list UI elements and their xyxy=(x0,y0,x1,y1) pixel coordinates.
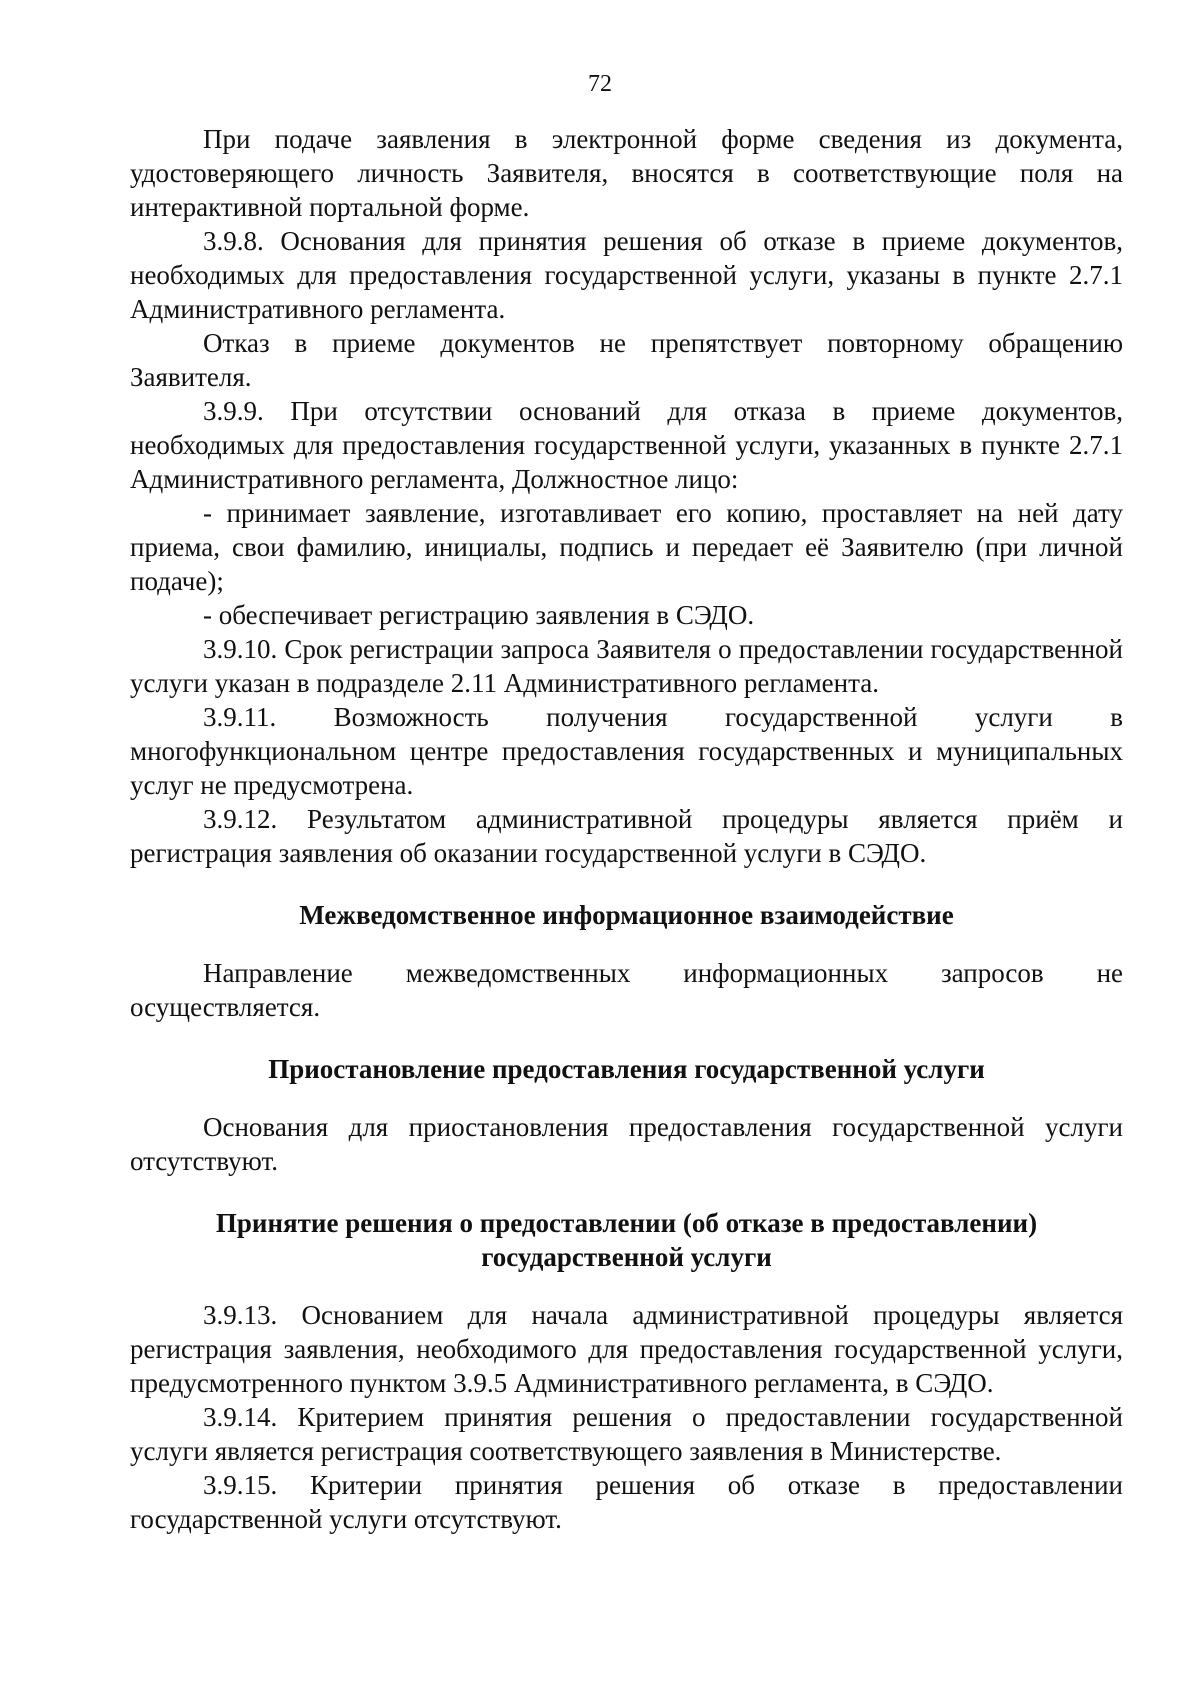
list-item-accepts-application: - принимает заявление, изготавливает его копию, проставляет на ней дату приема, свои фамилию, инициалы, подпись и передает её Заявителю (при личной подаче); xyxy=(130,498,1123,596)
section-heading-suspension: Приостановление предоставления государственной услуги xyxy=(268,1054,985,1084)
paragraph-3-9-11: 3.9.11. Возможность получения государственной услуги в многофункциональном центре предоставления государственных и муниципальных услуг не предусмотрена. xyxy=(130,702,1123,800)
paragraph-3-9-8: 3.9.8. Основания для принятия решения об отказе в приеме документов, необходимых для предоставления государственной услуги, указаны в пункте 2.7.1 Административного регламента. xyxy=(130,226,1123,324)
paragraph-refusal-no-obstacle: Отказ в приеме документов не препятствует повторному обращению Заявителя. xyxy=(130,328,1123,392)
paragraph-interagency-requests: Направление межведомственных информационных запросов не осуществляется. xyxy=(130,958,1123,1022)
section-heading-decision: Принятие решения о предоставлении (об отказе в предоставлении) государственной услуги xyxy=(215,1208,1038,1272)
paragraph-suspension-grounds: Основания для приостановления предоставления государственной услуги отсутствуют. xyxy=(130,1112,1123,1176)
paragraph-3-9-12: 3.9.12. Результатом административной процедуры является приём и регистрация заявления об оказании государственной услуги в СЭДО. xyxy=(130,804,1123,868)
paragraph-3-9-14: 3.9.14. Критерием принятия решения о предоставлении государственной услуги является регистрация соответствующего заявления в Министерстве. xyxy=(130,1402,1123,1466)
paragraph-3-9-9: 3.9.9. При отсутствии оснований для отказа в приеме документов, необходимых для предоставления государственной услуги, указанных в пункте 2.7.1 Административного регламента, Должностное лицо: xyxy=(130,396,1123,494)
paragraph-electronic-form: При подаче заявления в электронной форме сведения из документа, удостоверяющего личность Заявителя, вносятся в соответствующие поля на интерактивной портальной форме. xyxy=(130,124,1123,222)
document-body xyxy=(130,122,1123,1536)
paragraph-3-9-13: 3.9.13. Основанием для начала административной процедуры является регистрация заявления, необходимого для предоставления государственной услуги, предусмотренного пунктом 3.9.5 Административного регламента, в СЭДО. xyxy=(130,1300,1123,1398)
section-heading-interagency: Межведомственное информационное взаимодействие xyxy=(299,900,954,930)
list-item-ensures-registration: - обеспечивает регистрацию заявления в СЭДО. xyxy=(203,600,755,630)
paragraph-3-9-15: 3.9.15. Критерии принятия решения об отказе в предоставлении государственной услуги отсутствуют. xyxy=(130,1470,1123,1534)
paragraph-3-9-10: 3.9.10. Срок регистрации запроса Заявителя о предоставлении государственной услуги указан в подразделе 2.11 Административного регламента. xyxy=(130,634,1123,698)
page-number: 72 xyxy=(588,71,612,97)
